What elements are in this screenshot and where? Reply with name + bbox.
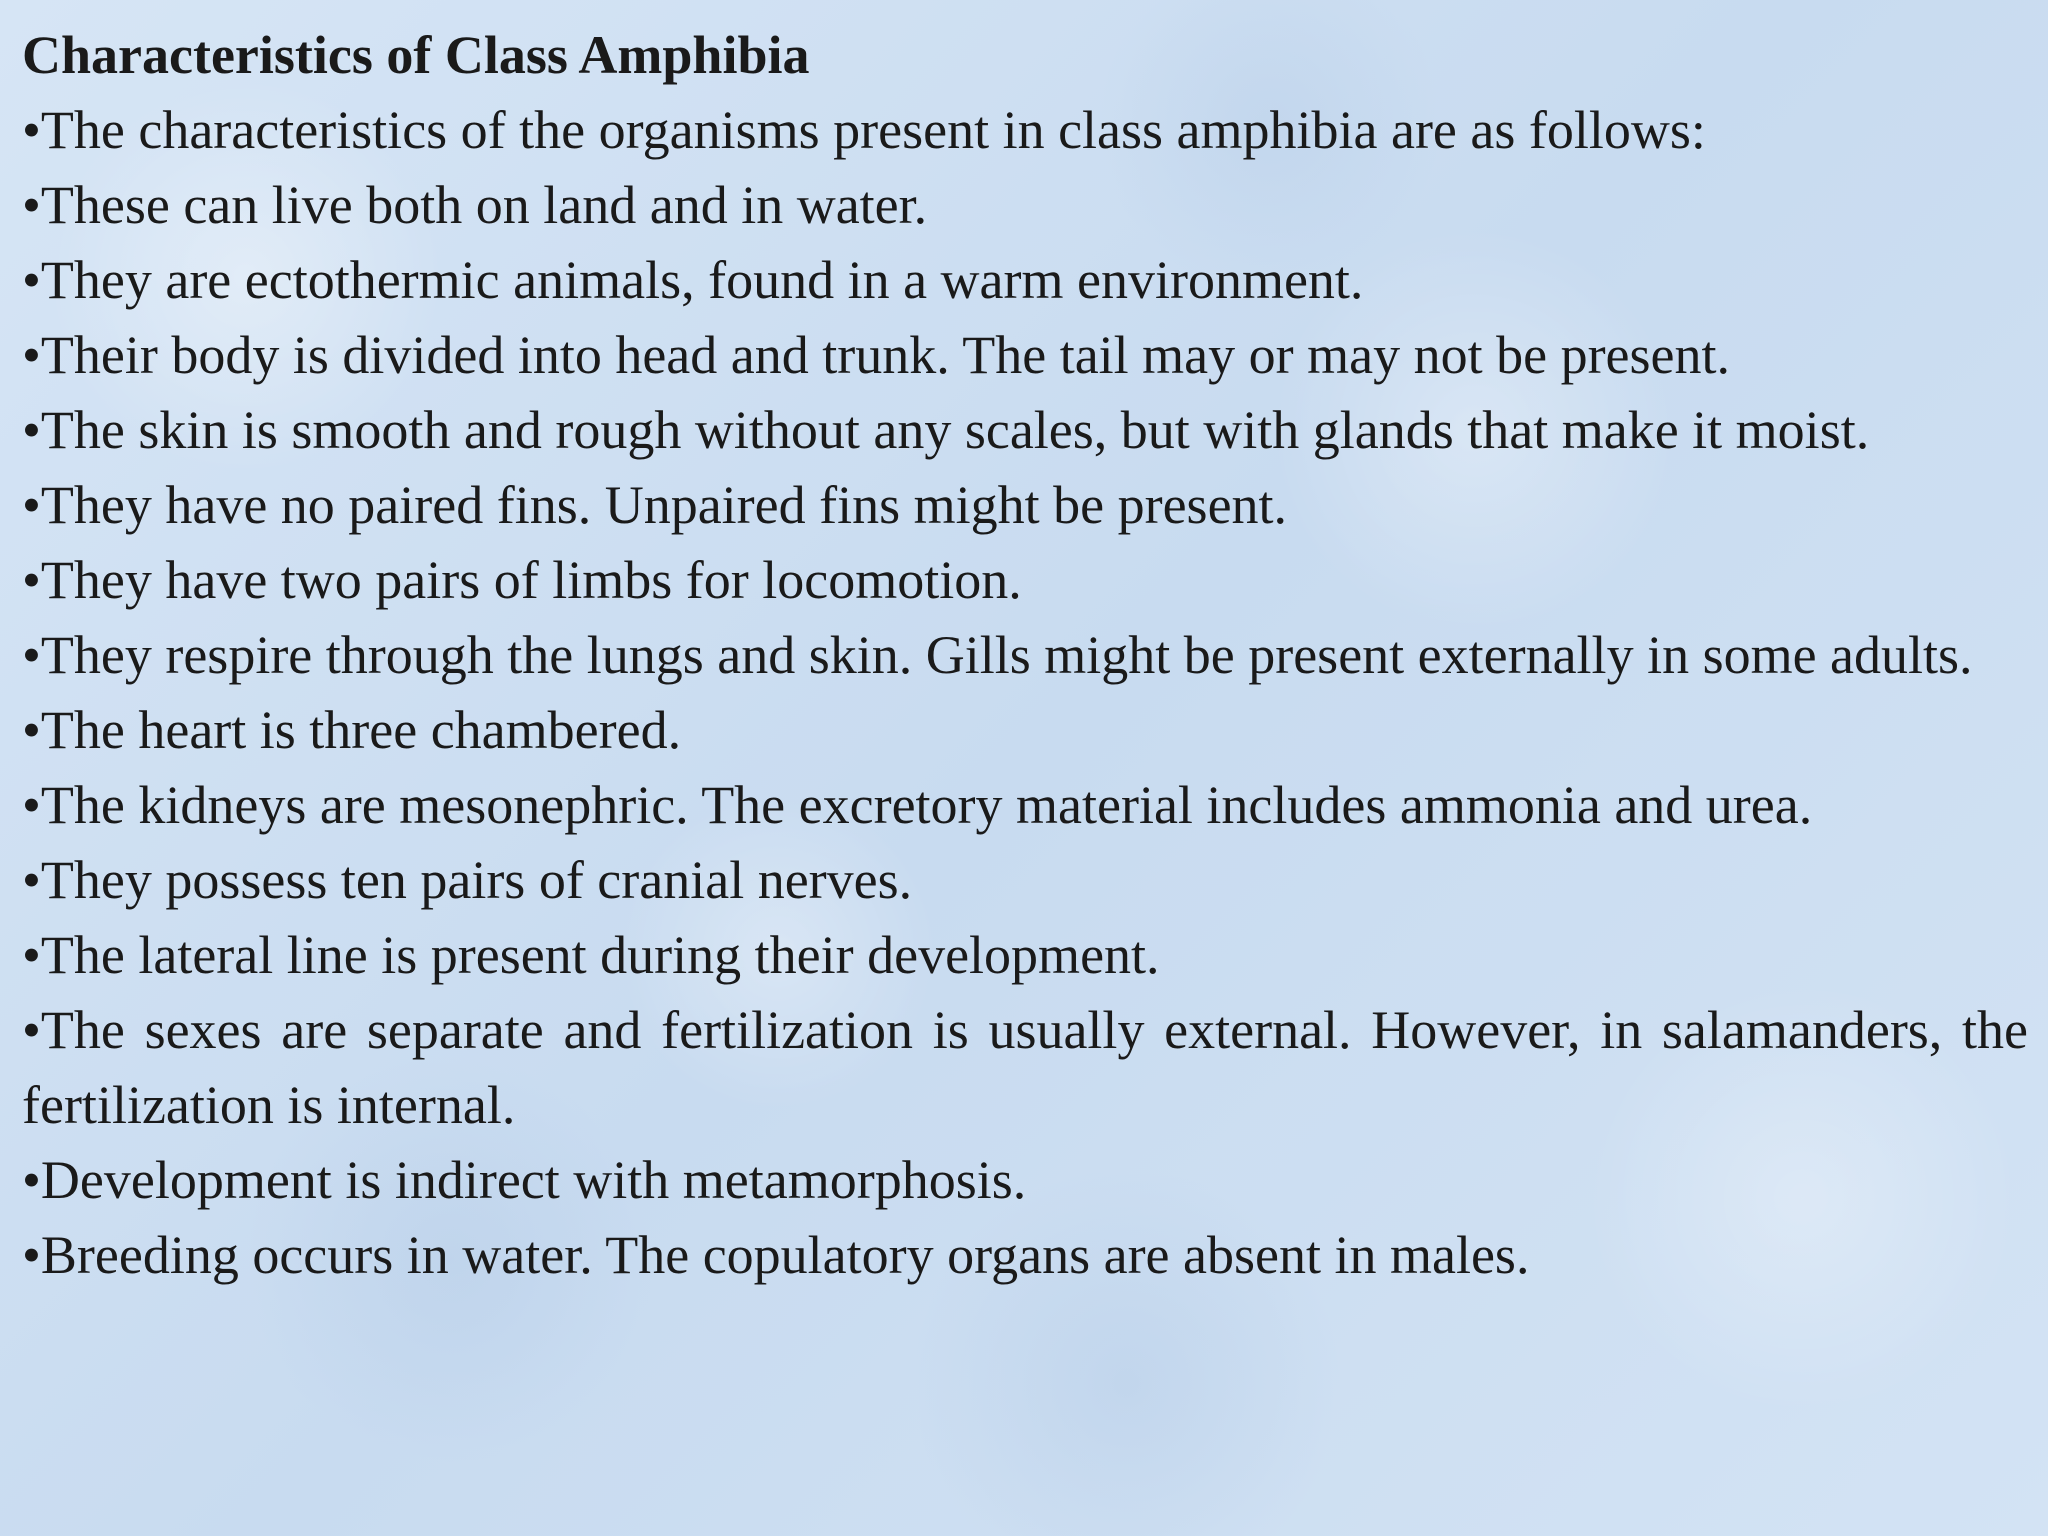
bullet-line: •Development is indirect with metamorphosis. [22, 1150, 1027, 1210]
bullet-line: •These can live both on land and in water. [22, 175, 928, 235]
bullet-line: •The kidneys are mesonephric. The excretory material includes ammonia and urea. [22, 775, 1813, 835]
bullet-line: •They possess ten pairs of cranial nerves. [22, 850, 913, 910]
bullet-line: •The lateral line is present during their development. [22, 925, 1160, 985]
bullet-line: •They have no paired fins. Unpaired fins might be present. [22, 475, 1288, 535]
bullet-line: •The skin is smooth and rough without any scales, but with glands that make it moist. [22, 400, 1870, 460]
bullet-line: •They respire through the lungs and skin. Gills might be present externally in some adults. [22, 625, 1973, 685]
bullet-line: •Their body is divided into head and trunk. The tail may or may not be present. [22, 325, 1731, 385]
bullet-line: •Breeding occurs in water. The copulatory organs are absent in males. [22, 1225, 1530, 1285]
slide-content [22, 18, 2028, 1293]
bullet-line: •They have two pairs of limbs for locomotion. [22, 550, 1022, 610]
slide-title: Characteristics of Class Amphibia [22, 25, 810, 85]
bullet-line: •The sexes are separate and fertilization is usually external. However, in salamanders, the fertilization is internal. [22, 1000, 2028, 1135]
bullet-line: •The characteristics of the organisms present in class amphibia are as follows: [22, 100, 1706, 160]
bullet-line: •The heart is three chambered. [22, 700, 682, 760]
bullet-line: •They are ectothermic animals, found in a warm environment. [22, 250, 1364, 310]
